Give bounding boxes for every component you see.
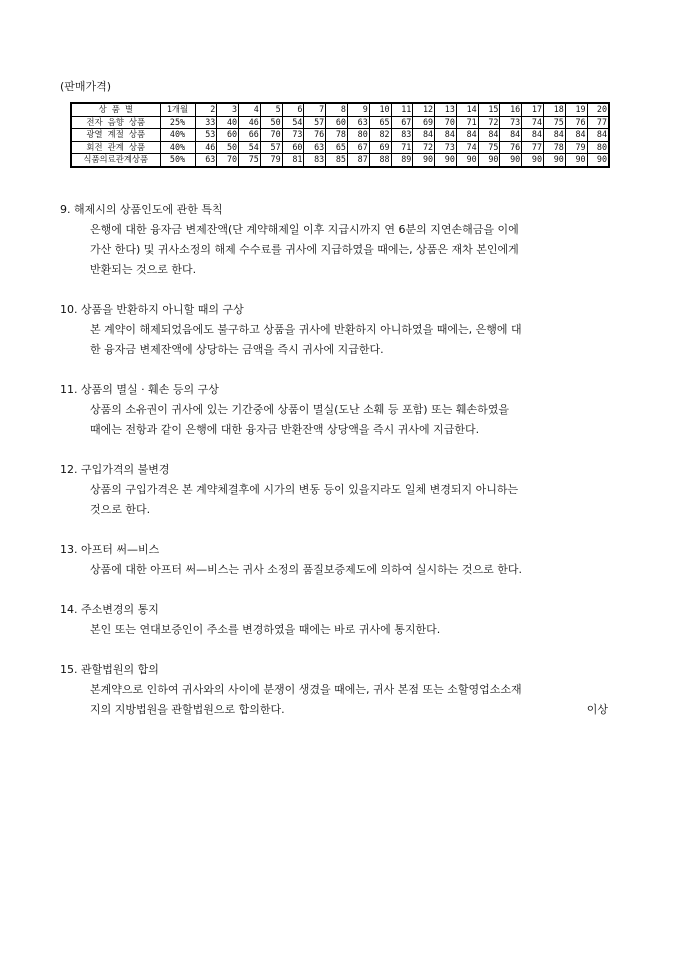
price-rate-cell: 54 xyxy=(282,116,304,129)
month-header-cell: 10 xyxy=(369,103,391,116)
month-header-cell: 17 xyxy=(522,103,544,116)
price-caption: (판매가격) xyxy=(60,80,112,93)
clause-body xyxy=(90,320,630,360)
price-rate-cell: 63 xyxy=(304,141,326,154)
clause-line-text: 상품의 소유권이 귀사에 있는 기간중에 상품이 멸실(도난 소훼 등 포함) 또는 훼손하였을 xyxy=(90,403,509,416)
price-rate-cell: 90 xyxy=(500,154,522,167)
clause-line xyxy=(90,320,630,340)
price-rate-cell: 84 xyxy=(544,129,566,142)
clause-spacer xyxy=(60,520,630,540)
price-rate-cell: 71 xyxy=(391,141,413,154)
price-rate-cell: 89 xyxy=(391,154,413,167)
month-header-cell: 12 xyxy=(413,103,435,116)
clause-body xyxy=(90,400,630,440)
price-rate-cell: 76 xyxy=(304,129,326,142)
price-rate-cell: 90 xyxy=(478,154,500,167)
price-rate-cell: 90 xyxy=(456,154,478,167)
price-rate-cell: 84 xyxy=(435,129,457,142)
clause xyxy=(60,200,630,280)
price-rate-cell: 40% xyxy=(160,129,195,142)
price-rate-cell: 63 xyxy=(347,116,369,129)
clause-line xyxy=(90,680,630,700)
clause-line-text: 때에는 전항과 같이 은행에 대한 융자금 반환잔액 상당액을 즉시 귀사에 지급한다. xyxy=(90,423,480,436)
price-rate-cell: 70 xyxy=(435,116,457,129)
clause-body xyxy=(90,560,630,580)
price-rate-cell: 74 xyxy=(522,116,544,129)
clause-title: 15. 관할법원의 합의 xyxy=(60,663,159,676)
product-category-cell: 상 품 별 xyxy=(71,103,160,116)
product-category-cell: 식품의료관계상품 xyxy=(71,154,160,167)
price-rate-cell: 50 xyxy=(260,116,282,129)
price-rate-cell: 88 xyxy=(369,154,391,167)
clause-line xyxy=(90,500,630,520)
price-rate-cell: 67 xyxy=(391,116,413,129)
month-header-cell: 15 xyxy=(478,103,500,116)
clause-line-text: 가산 한다) 및 귀사소정의 해제 수수료를 귀사에 지급하였을 때에는, 상품은 재차 본인에게 xyxy=(90,243,519,256)
product-category-cell: 전자 음향 상품 xyxy=(71,116,160,129)
price-rate-cell: 69 xyxy=(369,141,391,154)
clause-title: 10. 상품을 반환하지 아니할 때의 구상 xyxy=(60,303,244,316)
month-header-cell: 5 xyxy=(260,103,282,116)
price-rate-cell: 90 xyxy=(435,154,457,167)
price-table-row xyxy=(71,129,609,142)
clause xyxy=(60,600,630,640)
price-rate-cell: 79 xyxy=(260,154,282,167)
price-rate-cell: 40 xyxy=(217,116,239,129)
price-rate-cell: 81 xyxy=(282,154,304,167)
product-category-cell: 회전 관계 상품 xyxy=(71,141,160,154)
price-rate-cell: 84 xyxy=(478,129,500,142)
price-rate-cell: 90 xyxy=(587,154,609,167)
clause-line xyxy=(90,480,630,500)
price-rate-cell: 90 xyxy=(565,154,587,167)
price-rate-cell: 90 xyxy=(413,154,435,167)
price-table-row xyxy=(71,141,609,154)
clause-line-text: 지의 지방법원을 관할법원으로 합의한다. xyxy=(90,703,285,716)
price-rate-cell: 46 xyxy=(239,116,261,129)
price-table xyxy=(70,102,610,168)
price-rate-cell: 50% xyxy=(160,154,195,167)
price-rate-cell: 75 xyxy=(478,141,500,154)
month-header-cell: 13 xyxy=(435,103,457,116)
product-category-cell: 광열 계절 상품 xyxy=(71,129,160,142)
clause-line xyxy=(90,240,630,260)
price-table-row xyxy=(71,116,609,129)
clause-line xyxy=(90,260,630,280)
price-rate-cell: 74 xyxy=(456,141,478,154)
price-rate-cell: 82 xyxy=(369,129,391,142)
price-rate-cell: 80 xyxy=(587,141,609,154)
price-rate-cell: 78 xyxy=(544,141,566,154)
clause-line-text: 본계약으로 인하여 귀사와의 사이에 분쟁이 생겼을 때에는, 귀사 본점 또는 소할영업소소재 xyxy=(90,683,522,696)
clause-body xyxy=(90,680,630,720)
price-rate-cell: 79 xyxy=(565,141,587,154)
clause-title: 12. 구입가격의 불변경 xyxy=(60,463,170,476)
clause-line xyxy=(90,220,630,240)
price-rate-cell: 90 xyxy=(544,154,566,167)
price-rate-cell: 69 xyxy=(413,116,435,129)
price-rate-cell: 60 xyxy=(217,129,239,142)
price-rate-cell: 65 xyxy=(326,141,348,154)
price-rate-cell: 65 xyxy=(369,116,391,129)
clause-line xyxy=(90,700,630,720)
clause-line xyxy=(90,340,630,360)
price-rate-cell: 33 xyxy=(195,116,217,129)
month-header-cell: 7 xyxy=(304,103,326,116)
price-rate-cell: 84 xyxy=(413,129,435,142)
price-table-row xyxy=(71,154,609,167)
price-rate-cell: 72 xyxy=(478,116,500,129)
month-header-cell: 18 xyxy=(544,103,566,116)
clause-title: 14. 주소변경의 통지 xyxy=(60,603,159,616)
price-rate-cell: 57 xyxy=(260,141,282,154)
clause-line-text: 것으로 한다. xyxy=(90,503,151,516)
price-rate-cell: 73 xyxy=(282,129,304,142)
clause-title: 11. 상품의 멸실 · 훼손 등의 구상 xyxy=(60,383,219,396)
price-rate-cell: 60 xyxy=(282,141,304,154)
month-header-cell: 6 xyxy=(282,103,304,116)
clause-line-text: 반환되는 것으로 한다. xyxy=(90,263,197,276)
price-rate-cell: 73 xyxy=(435,141,457,154)
price-rate-cell: 84 xyxy=(500,129,522,142)
price-rate-cell: 75 xyxy=(239,154,261,167)
price-rate-cell: 60 xyxy=(326,116,348,129)
price-rate-cell: 72 xyxy=(413,141,435,154)
price-rate-cell: 40% xyxy=(160,141,195,154)
price-rate-cell: 63 xyxy=(195,154,217,167)
price-rate-cell: 84 xyxy=(587,129,609,142)
clause-spacer xyxy=(60,640,630,660)
month-header-cell: 3 xyxy=(217,103,239,116)
clause-line-text: 상품의 구입가격은 본 계약체결후에 시가의 변동 등이 있을지라도 일체 변경되지 아니하는 xyxy=(90,483,519,496)
price-rate-cell: 83 xyxy=(304,154,326,167)
clause-body xyxy=(90,480,630,520)
price-rate-cell: 77 xyxy=(522,141,544,154)
clause xyxy=(60,540,630,580)
price-rate-cell: 25% xyxy=(160,116,195,129)
clause-line-text: 본인 또는 연대보증인이 주소를 변경하였을 때에는 바로 귀사에 통지한다. xyxy=(90,623,441,636)
price-rate-cell: 70 xyxy=(217,154,239,167)
month-header-cell: 1개월 xyxy=(160,103,195,116)
month-header-cell: 8 xyxy=(326,103,348,116)
price-rate-cell: 57 xyxy=(304,116,326,129)
clause xyxy=(60,660,630,720)
clause-line-text: 본 계약이 해제되었음에도 불구하고 상품을 귀사에 반환하지 아니하였을 때에는, 은행에 대 xyxy=(90,323,522,336)
price-rate-cell: 70 xyxy=(260,129,282,142)
price-rate-cell: 76 xyxy=(565,116,587,129)
price-rate-cell: 46 xyxy=(195,141,217,154)
price-rate-cell: 54 xyxy=(239,141,261,154)
month-header-cell: 16 xyxy=(500,103,522,116)
month-header-cell: 20 xyxy=(587,103,609,116)
clause-line xyxy=(90,560,630,580)
clause-spacer xyxy=(60,280,630,300)
clause xyxy=(60,460,630,520)
clause xyxy=(60,380,630,440)
clause-line-text: 한 융자금 변제잔액에 상당하는 금액을 즉시 귀사에 지급한다. xyxy=(90,343,384,356)
contract-clauses xyxy=(60,200,630,720)
price-rate-cell: 85 xyxy=(326,154,348,167)
month-header-cell: 19 xyxy=(565,103,587,116)
clause-body xyxy=(90,620,630,640)
price-rate-cell: 71 xyxy=(456,116,478,129)
price-rate-cell: 53 xyxy=(195,129,217,142)
month-header-cell: 14 xyxy=(456,103,478,116)
price-rate-cell: 90 xyxy=(522,154,544,167)
price-rate-cell: 76 xyxy=(500,141,522,154)
price-table-header-row xyxy=(71,103,609,116)
month-header-cell: 9 xyxy=(347,103,369,116)
clause-spacer xyxy=(60,440,630,460)
price-rate-cell: 84 xyxy=(565,129,587,142)
price-rate-cell: 75 xyxy=(544,116,566,129)
price-rate-cell: 87 xyxy=(347,154,369,167)
price-rate-cell: 66 xyxy=(239,129,261,142)
month-header-cell: 2 xyxy=(195,103,217,116)
clause-title: 9. 해제시의 상품인도에 관한 특칙 xyxy=(60,203,223,216)
price-rate-cell: 78 xyxy=(326,129,348,142)
clause-line-text: 은행에 대한 융자금 변제잔액(단 계약해제일 이후 지급시까지 연 6분의 지연손해금을 이에 xyxy=(90,223,519,236)
clause-spacer xyxy=(60,580,630,600)
clause-line-text: 상품에 대한 아프터 써—비스는 귀사 소정의 품질보증제도에 의하여 실시하는 것으로 한다. xyxy=(90,563,522,576)
clause-line xyxy=(90,420,630,440)
month-header-cell: 4 xyxy=(239,103,261,116)
clause-line xyxy=(90,400,630,420)
month-header-cell: 11 xyxy=(391,103,413,116)
price-rate-cell: 84 xyxy=(456,129,478,142)
clause-spacer xyxy=(60,360,630,380)
price-rate-cell: 80 xyxy=(347,129,369,142)
price-rate-cell: 84 xyxy=(522,129,544,142)
clause-title: 13. 아프터 써—비스 xyxy=(60,543,160,556)
price-rate-cell: 77 xyxy=(587,116,609,129)
clause-line xyxy=(90,620,630,640)
end-mark: 이상 xyxy=(586,703,608,716)
price-rate-cell: 83 xyxy=(391,129,413,142)
clause xyxy=(60,300,630,360)
price-rate-cell: 50 xyxy=(217,141,239,154)
price-rate-cell: 73 xyxy=(500,116,522,129)
clause-body xyxy=(90,220,630,280)
price-rate-cell: 67 xyxy=(347,141,369,154)
